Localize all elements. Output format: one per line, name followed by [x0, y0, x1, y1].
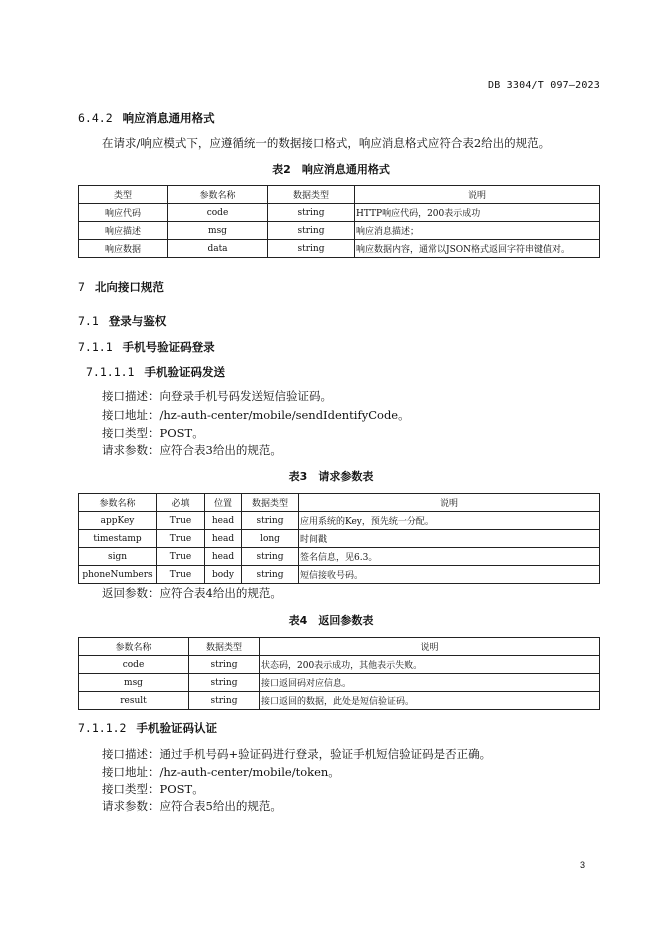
table-cell: 响应数据内容，通常以JSON格式返回字符串键值对。: [355, 240, 600, 258]
table3-caption: 表3 请求参数表: [288, 470, 374, 483]
interface-address: 接口地址：/hz-auth-center/mobile/token。: [102, 765, 340, 779]
return-params: 返回参数：应符合表4给出的规范。: [102, 586, 282, 600]
table-cell: 响应消息描述；: [355, 222, 600, 240]
table4-caption: 表4 返回参数表: [288, 614, 374, 627]
header-cell: 参数名称: [168, 186, 268, 204]
table-cell: 响应描述: [79, 222, 168, 240]
table-cell: head: [205, 548, 242, 566]
table-cell: 响应代码: [79, 204, 168, 222]
section-title: 手机号验证码登录: [122, 340, 215, 354]
table-cell: head: [205, 530, 242, 548]
interface-description: 接口描述：通过手机号码+验证码进行登录，验证手机短信验证码是否正确。: [102, 747, 492, 761]
section-title: 响应消息通用格式: [122, 111, 215, 125]
header-cell: 数据类型: [189, 638, 260, 656]
table-cell: string: [242, 566, 299, 584]
table-cell: 应用系统的Key，预先统一分配。: [299, 512, 600, 530]
table4: [78, 637, 600, 710]
table-row: [79, 656, 600, 674]
table-header-row: [79, 638, 600, 656]
section-title: 北向接口规范: [94, 280, 164, 294]
table-cell: body: [205, 566, 242, 584]
table-row: [79, 222, 600, 240]
table-cell: 状态码，200表示成功，其他表示失败。: [260, 656, 600, 674]
table-cell: 接口返回的数据，此处是短信验证码。: [260, 692, 600, 710]
table-cell: timestamp: [79, 530, 157, 548]
table2-caption: 表2 响应消息通用格式: [272, 163, 390, 176]
table-cell: string: [268, 204, 355, 222]
table-row: [79, 548, 600, 566]
table-cell: string: [189, 656, 260, 674]
section-7-1-heading: [78, 313, 166, 329]
request-params: 请求参数：应符合表3给出的规范。: [102, 443, 282, 457]
section-7-1-1-2-heading: [78, 720, 217, 736]
section-number: 7.1.1.2: [78, 721, 127, 735]
section-number: 7.1.1: [78, 340, 113, 354]
section-7-1-1-heading: [78, 339, 215, 355]
section-title: 手机验证码发送: [144, 365, 225, 379]
header-cell: 参数名称: [79, 638, 189, 656]
header-cell: 数据类型: [242, 494, 299, 512]
table-header-row: [79, 494, 600, 512]
document-id: DB 3304/T 097—2023: [488, 80, 600, 91]
table-cell: string: [268, 222, 355, 240]
table-cell: 签名信息，见6.3。: [299, 548, 600, 566]
section-number: 7: [78, 280, 85, 294]
table-cell: 时间戳: [299, 530, 600, 548]
header-cell: 位置: [205, 494, 242, 512]
table-cell: 接口返回码对应信息。: [260, 674, 600, 692]
table-cell: code: [79, 656, 189, 674]
table-cell: True: [157, 530, 205, 548]
header-cell: 说明: [355, 186, 600, 204]
table-cell: msg: [168, 222, 268, 240]
interface-type: 接口类型：POST。: [102, 426, 204, 440]
table-cell: 响应数据: [79, 240, 168, 258]
interface-address: 接口地址：/hz-auth-center/mobile/sendIdentifyCode。: [102, 408, 410, 422]
section-title: 登录与鉴权: [108, 314, 167, 328]
section-number: 6.4.2: [78, 111, 113, 125]
header-cell: 数据类型: [268, 186, 355, 204]
section-number: 7.1.1.1: [86, 365, 135, 379]
table-cell: result: [79, 692, 189, 710]
table-cell: string: [242, 512, 299, 530]
table-cell: string: [242, 548, 299, 566]
table-cell: head: [205, 512, 242, 530]
interface-description: 接口描述：向登录手机号码发送短信验证码。: [102, 389, 332, 403]
table-cell: appKey: [79, 512, 157, 530]
table-cell: 短信接收号码。: [299, 566, 600, 584]
table-cell: True: [157, 566, 205, 584]
section-6-4-2-heading: [78, 110, 215, 126]
table-cell: string: [268, 240, 355, 258]
section-6-4-2-paragraph: 在请求/响应模式下，应遵循统一的数据接口格式，响应消息格式应符合表2给出的规范。: [102, 136, 551, 150]
interface-type: 接口类型：POST。: [102, 782, 204, 796]
table-cell: long: [242, 530, 299, 548]
table-row: [79, 674, 600, 692]
header-cell: 必填: [157, 494, 205, 512]
table-row: [79, 240, 600, 258]
table-cell: True: [157, 512, 205, 530]
table-row: [79, 204, 600, 222]
table-header-row: [79, 186, 600, 204]
table-cell: HTTP响应代码，200表示成功: [355, 204, 600, 222]
table-cell: string: [189, 674, 260, 692]
section-number: 7.1: [78, 314, 99, 328]
table-row: [79, 512, 600, 530]
table-cell: string: [189, 692, 260, 710]
table-row: [79, 566, 600, 584]
table-row: [79, 530, 600, 548]
table-cell: data: [168, 240, 268, 258]
table-cell: sign: [79, 548, 157, 566]
header-cell: 说明: [260, 638, 600, 656]
table-cell: code: [168, 204, 268, 222]
table-cell: True: [157, 548, 205, 566]
table3: [78, 493, 600, 584]
table2: [78, 185, 600, 258]
page-number: 3: [580, 860, 586, 870]
header-cell: 类型: [79, 186, 168, 204]
table-cell: phoneNumbers: [79, 566, 157, 584]
table-row: [79, 692, 600, 710]
header-cell: 参数名称: [79, 494, 157, 512]
section-title: 手机验证码认证: [136, 721, 217, 735]
section-7-heading: [78, 279, 164, 295]
request-params: 请求参数：应符合表5给出的规范。: [102, 799, 282, 813]
section-7-1-1-1-heading: [86, 364, 225, 380]
table-cell: msg: [79, 674, 189, 692]
header-cell: 说明: [299, 494, 600, 512]
